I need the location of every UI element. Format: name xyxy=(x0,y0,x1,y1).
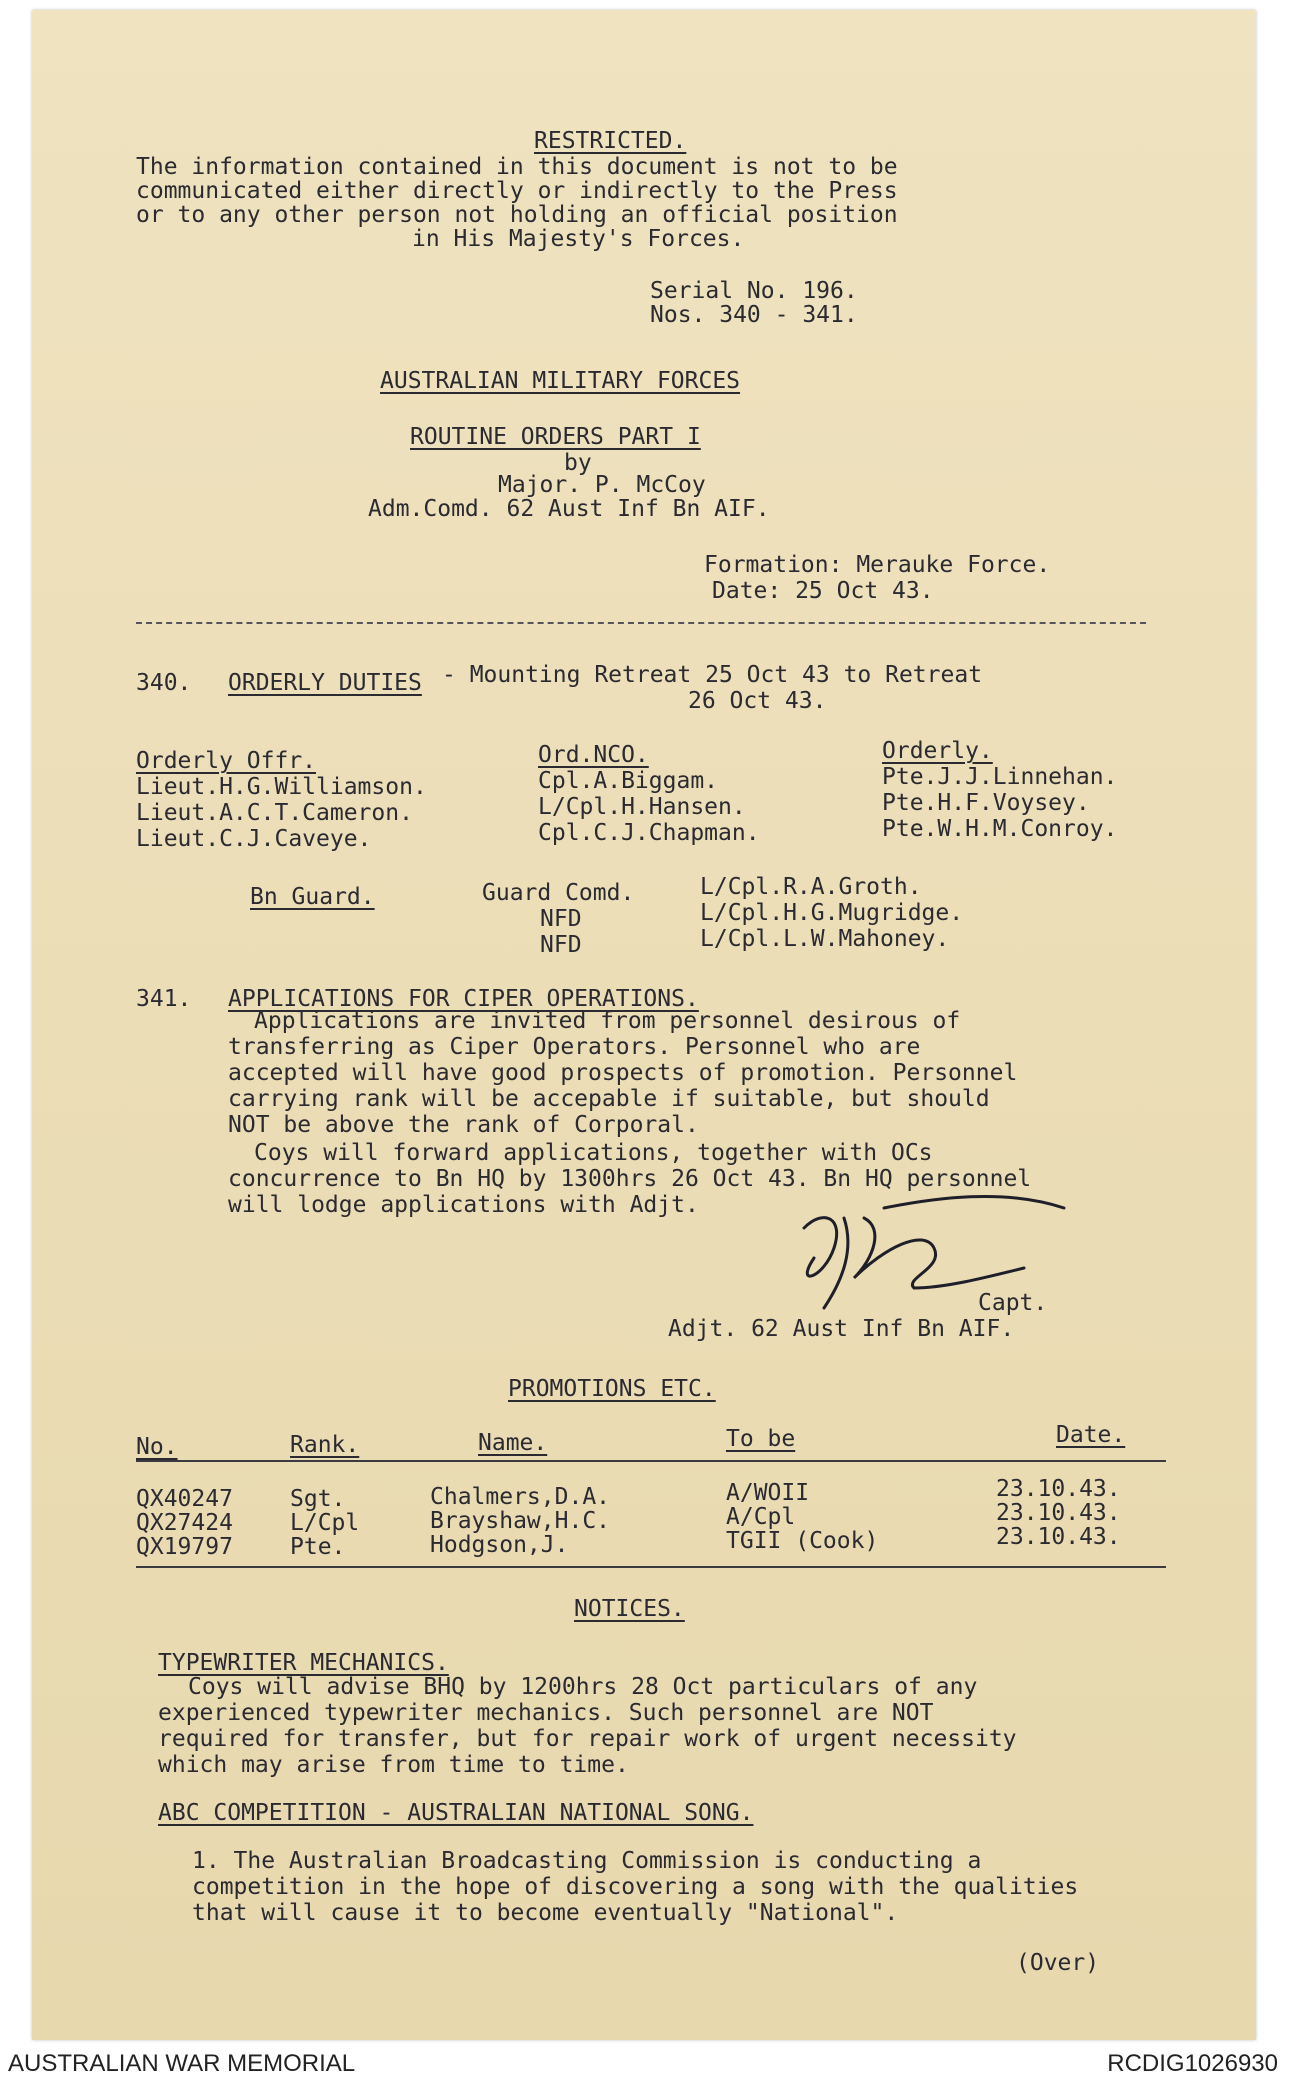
formation-line: Formation: Merauke Force. xyxy=(704,552,1051,578)
signature-title: Adjt. 62 Aust Inf Bn AIF. xyxy=(668,1316,1015,1342)
signature-rank: Capt. xyxy=(978,1290,1048,1316)
restricted-title: RESTRICTED. xyxy=(534,128,687,154)
cipher-line-5: NOT be above the rank of Corporal. xyxy=(228,1112,699,1138)
promotion-3-date: 23.10.43. xyxy=(996,1524,1121,1550)
cipher-line-1: Applications are invited from personnel desirous of xyxy=(254,1008,961,1034)
table-top-rule xyxy=(136,1460,1166,1462)
order-340-desc-2: 26 Oct 43. xyxy=(688,688,827,714)
col-no-header: No. xyxy=(136,1434,178,1460)
ord-nco-header: Ord.NCO. xyxy=(538,742,649,768)
orderly-offr-header: Orderly Offr. xyxy=(136,748,317,774)
archive-credit: AUSTRALIAN WAR MEMORIAL xyxy=(8,2050,356,2077)
cipher-line-2: transferring as Ciper Operators. Personnel who are xyxy=(228,1034,921,1060)
table-bottom-rule xyxy=(136,1566,1166,1568)
promotion-1-no: QX40247 xyxy=(136,1486,233,1512)
by-line: by xyxy=(564,450,592,476)
promotion-1-tobe: A/WOII xyxy=(726,1480,810,1506)
notices-title: NOTICES. xyxy=(574,1596,685,1622)
abc-title: ABC COMPETITION - AUSTRALIAN NATIONAL SONG. xyxy=(158,1800,754,1826)
over-marker: (Over) xyxy=(1016,1950,1100,1976)
guard-name-2: L/Cpl.H.G.Mugridge. xyxy=(700,900,964,926)
force-title: AUSTRALIAN MILITARY FORCES xyxy=(380,368,741,394)
guard-name-1: L/Cpl.R.A.Groth. xyxy=(700,874,922,900)
restricted-line-1: The information contained in this document is not to be xyxy=(136,154,898,180)
orders-title: ROUTINE ORDERS PART I xyxy=(410,424,701,450)
promotion-3-no: QX19797 xyxy=(136,1534,233,1560)
orderly-header: Orderly. xyxy=(882,738,993,764)
order-341-number: 341. xyxy=(136,986,192,1012)
bn-guard-label: Bn Guard. xyxy=(250,884,375,910)
typewriter-line-2: experienced typewriter mechanics. Such personnel are NOT xyxy=(158,1700,934,1726)
col-name-header: Name. xyxy=(478,1430,548,1456)
restricted-line-3: or to any other person not holding an official position xyxy=(136,202,898,228)
promotion-2-tobe: A/Cpl xyxy=(726,1504,796,1530)
promotion-2-no: QX27424 xyxy=(136,1510,233,1536)
promotion-2-rank: L/Cpl xyxy=(290,1510,360,1536)
restricted-line-4: in His Majesty's Forces. xyxy=(412,226,745,252)
cipher-line-7: concurrence to Bn HQ by 1300hrs 26 Oct 43. Bn HQ personnel xyxy=(228,1166,1032,1192)
orderly-2: Pte.H.F.Voysey. xyxy=(882,790,1090,816)
typewriter-line-1: Coys will advise BHQ by 1200hrs 28 Oct particulars of any xyxy=(188,1674,978,1700)
guard-role-1: Guard Comd. xyxy=(482,880,635,906)
order-340-desc-1: - Mounting Retreat 25 Oct 43 to Retreat xyxy=(442,662,983,688)
guard-role-3: NFD xyxy=(540,932,582,958)
promotion-2-date: 23.10.43. xyxy=(996,1500,1121,1526)
col-rank-header: Rank. xyxy=(290,1432,360,1458)
ord-nco-2: L/Cpl.H.Hansen. xyxy=(538,794,746,820)
document-page xyxy=(32,10,1256,2040)
promotion-1-rank: Sgt. xyxy=(290,1486,346,1512)
order-341-title: APPLICATIONS FOR CIPER OPERATIONS. xyxy=(228,986,699,1012)
typewriter-line-4: which may arise from time to time. xyxy=(158,1752,629,1778)
orderly-offr-2: Lieut.A.C.T.Cameron. xyxy=(136,800,413,826)
typewriter-title: TYPEWRITER MECHANICS. xyxy=(158,1650,449,1676)
typewriter-line-3: required for transfer, but for repair work of urgent necessity xyxy=(158,1726,1017,1752)
promotion-3-tobe: TGII (Cook) xyxy=(726,1528,879,1554)
orderly-offr-3: Lieut.C.J.Caveye. xyxy=(136,826,372,852)
guard-role-2: NFD xyxy=(540,906,582,932)
ord-nco-3: Cpl.C.J.Chapman. xyxy=(538,820,760,846)
abc-line-1: 1. The Australian Broadcasting Commission is conducting a xyxy=(192,1848,982,1874)
col-date-header: Date. xyxy=(1056,1422,1126,1448)
orderly-1: Pte.J.J.Linnehan. xyxy=(882,764,1118,790)
command-line: Adm.Comd. 62 Aust Inf Bn AIF. xyxy=(368,496,770,522)
guard-name-3: L/Cpl.L.W.Mahoney. xyxy=(700,926,950,952)
cipher-line-3: accepted will have good prospects of promotion. Personnel xyxy=(228,1060,1018,1086)
abc-line-2: competition in the hope of discovering a song with the qualities xyxy=(192,1874,1079,1900)
orderly-3: Pte.W.H.M.Conroy. xyxy=(882,816,1118,842)
order-numbers: Nos. 340 - 341. xyxy=(650,302,858,328)
abc-line-3: that will cause it to become eventually "National". xyxy=(192,1900,899,1926)
cipher-line-4: carrying rank will be accepable if suitable, but should xyxy=(228,1086,990,1112)
serial-number: Serial No. 196. xyxy=(650,278,858,304)
order-340-number: 340. xyxy=(136,670,192,696)
promotion-1-name: Chalmers,D.A. xyxy=(430,1484,611,1510)
promotions-title: PROMOTIONS ETC. xyxy=(508,1376,716,1402)
orderly-offr-1: Lieut.H.G.Williamson. xyxy=(136,774,427,800)
promotion-2-name: Brayshaw,H.C. xyxy=(430,1508,611,1534)
promotion-3-name: Hodgson,J. xyxy=(430,1532,569,1558)
date-line: Date: 25 Oct 43. xyxy=(712,578,934,604)
col-tobe-header: To be xyxy=(726,1426,796,1452)
archive-id: RCDIG1026930 xyxy=(1107,2050,1278,2077)
cipher-line-6: Coys will forward applications, together with OCs xyxy=(254,1140,933,1166)
ord-nco-1: Cpl.A.Biggam. xyxy=(538,768,719,794)
section-divider xyxy=(136,622,1146,624)
cipher-line-8: will lodge applications with Adjt. xyxy=(228,1192,699,1218)
promotion-3-rank: Pte. xyxy=(290,1534,346,1560)
order-340-title: ORDERLY DUTIES xyxy=(228,670,422,696)
promotion-1-date: 23.10.43. xyxy=(996,1476,1121,1502)
commanding-officer: Major. P. McCoy xyxy=(498,472,706,498)
restricted-line-2: communicated either directly or indirectly to the Press xyxy=(136,178,898,204)
